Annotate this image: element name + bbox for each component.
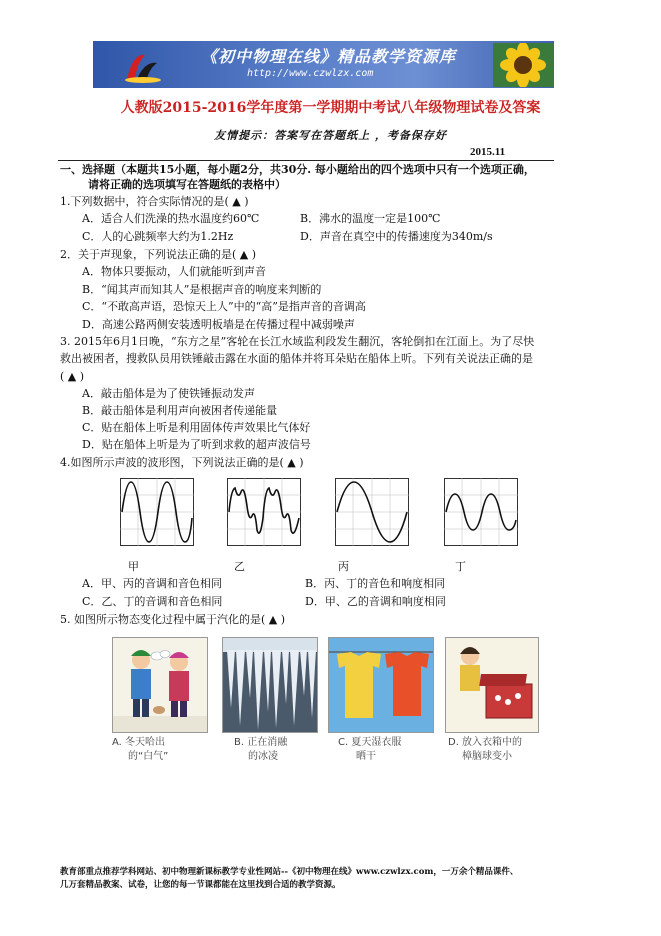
waveform-bing xyxy=(335,478,409,546)
caption-a: A. 冬天哈出 的“白气” xyxy=(112,737,169,762)
exam-date: 2015.11 xyxy=(470,146,506,158)
waveform-label-bing: 丙 xyxy=(338,560,349,573)
q3-stem-2: 救出被困者，搜救队员用铁锤敲击露在水面的船体并将耳朵贴在船体上听。下列有关说法正确的是 xyxy=(60,352,533,365)
waveform-label-yi: 乙 xyxy=(234,560,245,573)
photo-breath-vapor xyxy=(112,637,208,733)
q4-stem: 4.如图所示声波的波形图，下列说法正确的是( ▲ ) xyxy=(60,456,304,469)
waveform-jia xyxy=(120,478,194,546)
waveform-ding xyxy=(444,478,518,546)
waveform-yi xyxy=(227,478,301,546)
q3-option-b[interactable]: B．敲击船体是利用声向被困者传递能量 xyxy=(82,404,278,417)
section-heading-cont: 请将正确的选项填写在答题纸的表格中） xyxy=(88,178,286,191)
header-divider xyxy=(58,160,554,161)
suitcase-icon xyxy=(446,638,538,732)
header-banner xyxy=(93,41,554,88)
photo-melting-icicles xyxy=(222,637,318,733)
photo-mothballs xyxy=(445,637,539,733)
section-heading: 一、选择题（本题共15小题，每小题2分，共30分. 每小题给出的四个选项中只有一个选项正确， xyxy=(60,163,535,176)
q5-stem: 5. 如图所示物态变化过程中属于汽化的是( ▲ ) xyxy=(60,613,286,626)
q2-option-b[interactable]: B．“闻其声而知其人”是根据声音的响度来判断的 xyxy=(82,283,322,296)
q1-option-c[interactable]: C．人的心跳频率大约为1.2Hz xyxy=(82,230,234,243)
q2-option-c[interactable]: C．“不敢高声语，恐惊天上人”中的“高”是指声音的音调高 xyxy=(82,300,366,313)
friendly-tip: 友情提示：答案写在答题纸上 ，考备保存好 xyxy=(214,129,447,142)
q3-option-c[interactable]: C．贴在船体上听是利用固体传声效果比气体好 xyxy=(82,421,311,434)
waveform-label-jia: 甲 xyxy=(128,560,139,573)
q1-option-a[interactable]: A．适合人们洗澡的热水温度约60℃ xyxy=(82,212,260,225)
q2-option-a[interactable]: A．物体只要振动，人们就能听到声音 xyxy=(82,265,266,278)
caption-b: B. 正在消融 的冰凌 xyxy=(234,737,288,762)
q4-option-c[interactable]: C．乙、丁的音调和音色相同 xyxy=(82,595,223,608)
q3-stem-1: 3. 2015年6月1日晚，“东方之星”客轮在长江水域监利段发生翻沉，客轮倒扣在江面上。为了尽快 xyxy=(60,335,535,348)
banner-title: 《初中物理在线》精品教学资源库 xyxy=(201,47,457,66)
q3-option-d[interactable]: D．贴在船体上听是为了听到求救的超声波信号 xyxy=(82,438,311,451)
q1-stem: 1.下列数据中，符合实际情况的是( ▲ ) xyxy=(60,195,249,208)
exam-title: 人教版2015-2016学年度第一学期期中考试八年级物理试卷及答案 xyxy=(120,100,541,116)
q4-option-b[interactable]: B．丙、丁的音色和响度相同 xyxy=(305,577,446,590)
q2-stem: 2．关于声现象，下列说法正确的是( ▲ ) xyxy=(60,248,257,261)
q1-option-d[interactable]: D．声音在真空中的传播速度为340m/s xyxy=(300,230,493,243)
q4-option-a[interactable]: A．甲、丙的音调和音色相同 xyxy=(82,577,222,590)
q3-stem-3: ( ▲ ) xyxy=(60,370,85,383)
page-footer xyxy=(60,866,620,892)
banner-url: http://www.czwlzx.com xyxy=(247,68,374,79)
footer-line-1: 教育部重点推荐学科网站、初中物理新课标教学专业性网站--《初中物理在线》www.czwlzx.com，一万余个精品课件、 xyxy=(60,867,519,877)
photo-drying-clothes xyxy=(328,637,434,733)
caption-c: C. 夏天湿衣服 晒干 xyxy=(338,737,402,762)
q3-option-a[interactable]: A．敲击船体是为了使铁锤振动发声 xyxy=(82,387,255,400)
caption-d: D. 放入衣箱中的 樟脑球变小 xyxy=(448,737,523,762)
q4-option-d[interactable]: D．甲、乙的音调和响度相同 xyxy=(305,595,446,608)
clothes-icon xyxy=(329,638,433,732)
waveform-label-ding: 丁 xyxy=(455,560,466,573)
q2-option-d[interactable]: D．高速公路两侧安装透明板墙是在传播过程中减弱噪声 xyxy=(82,318,355,331)
logo-icon xyxy=(123,49,161,83)
footer-line-2: 几万套精品教案、试卷，让您的每一节课都能在这里找到合适的教学资源。 xyxy=(60,880,341,890)
icicles-icon xyxy=(223,638,317,732)
people-breathing-icon xyxy=(113,638,207,732)
q1-option-b[interactable]: B．沸水的温度一定是100℃ xyxy=(300,212,441,225)
sunflower-icon xyxy=(493,43,553,87)
